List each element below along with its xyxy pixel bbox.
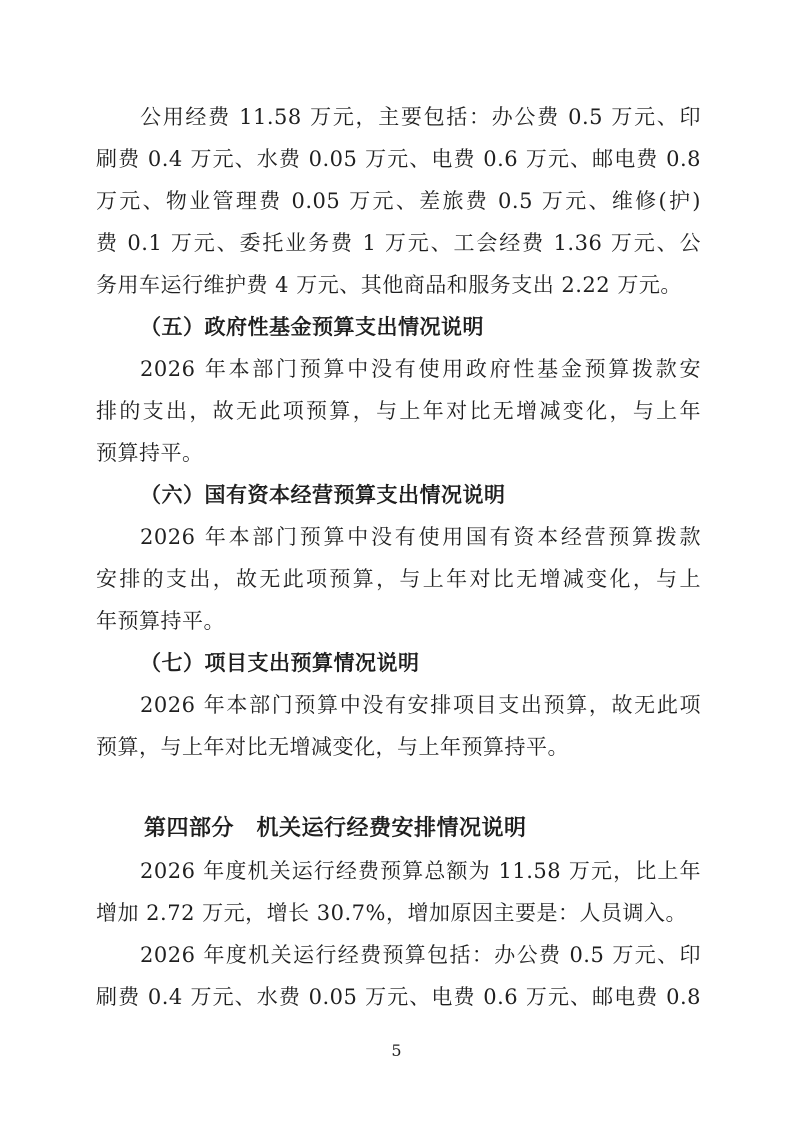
paragraph <box>96 348 701 474</box>
document-body <box>96 96 701 1018</box>
paragraph <box>96 96 701 306</box>
text-line: 公用经费 11.58 万元，主要包括：办公费 0.5 万元、印 <box>140 105 701 129</box>
section-heading: 第四部分 机关运行经费安排情况说明 <box>144 815 527 840</box>
text-line: 刷费 0.4 万元、水费 0.05 万元、电费 0.6 万元、邮电费 0.8 <box>96 985 701 1009</box>
text-line: 2026 年本部门预算中没有使用国有资本经营预算拨款 <box>140 525 701 549</box>
paragraph <box>96 934 701 1018</box>
text-line: 预算，与上年对比无增减变化，与上年预算持平。 <box>96 735 569 759</box>
paragraph <box>96 850 701 934</box>
text-line: 务用车运行维护费 4 万元、其他商品和服务支出 2.22 万元。 <box>96 273 682 297</box>
text-line: 增加 2.72 万元，增长 30.7%，增加原因主要是：人员调入。 <box>96 901 687 925</box>
text-line: 刷费 0.4 万元、水费 0.05 万元、电费 0.6 万元、邮电费 0.8 <box>96 147 701 171</box>
text-line: 2026 年度机关运行经费预算包括：办公费 0.5 万元、印 <box>140 943 701 967</box>
text-line: 排的支出，故无此项预算，与上年对比无增减变化，与上年 <box>96 399 701 423</box>
text-line: 安排的支出，故无此项预算，与上年对比无增减变化，与上 <box>96 567 701 591</box>
text-line: 万元、物业管理费 0.05 万元、差旅费 0.5 万元、维修(护) <box>96 189 701 213</box>
text-line: 费 0.1 万元、委托业务费 1 万元、工会经费 1.36 万元、公 <box>96 231 701 255</box>
paragraph <box>96 516 701 642</box>
sub-heading: （五）政府性基金预算支出情况说明 <box>140 314 484 339</box>
text-line: 2026 年本部门预算中没有使用政府性基金预算拨款安 <box>140 357 701 381</box>
sub-heading: （六）国有资本经营预算支出情况说明 <box>140 482 506 507</box>
page-number: 5 <box>391 1041 402 1060</box>
text-line: 年预算持平。 <box>96 609 225 633</box>
text-line: 2026 年本部门预算中没有安排项目支出预算，故无此项 <box>140 693 701 717</box>
text-line: 2026 年度机关运行经费预算总额为 11.58 万元，比上年 <box>140 859 701 883</box>
sub-heading: （七）项目支出预算情况说明 <box>140 650 420 675</box>
paragraph <box>96 684 701 768</box>
text-line: 预算持平。 <box>96 441 204 465</box>
